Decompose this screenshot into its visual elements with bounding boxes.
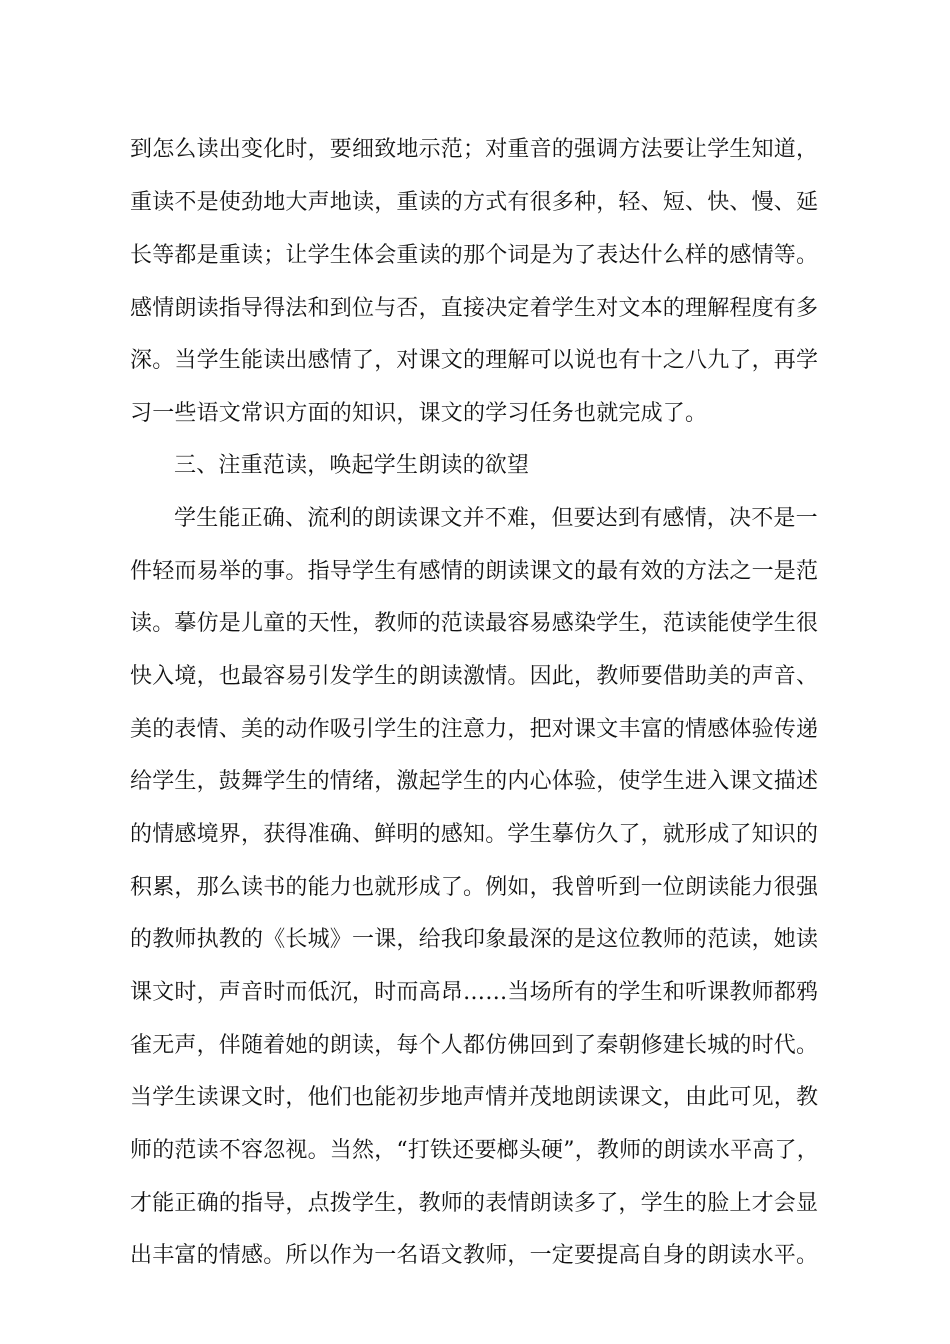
body-text-line: 师的范读不容忽视。当然，“打铁还要榔头硬”，教师的朗读水平高了， — [130, 1138, 819, 1163]
paragraph-first-line: 学生能正确、流利的朗读课文并不难，但要达到有感情，决不是一 — [174, 506, 818, 531]
body-text-line: 才能正确的指导，点拨学生，教师的表情朗读多了，学生的脸上才会显 — [130, 1191, 819, 1216]
body-text-line: 习一些语文常识方面的知识，课文的学习任务也就完成了。 — [130, 401, 708, 426]
body-text-line: 课文时，声音时而低沉，时而高昂……当场所有的学生和听课教师都鸦 — [130, 980, 819, 1005]
body-text-line: 到怎么读出变化时，要细致地示范；对重音的强调方法要让学生知道， — [130, 137, 819, 162]
body-text-line: 深。当学生能读出感情了，对课文的理解可以说也有十之八九了，再学 — [130, 348, 819, 373]
body-text-line: 当学生读课文时，他们也能初步地声情并茂地朗读课文，由此可见，教 — [130, 1085, 819, 1110]
body-text-line: 的情感境界，获得准确、鲜明的感知。学生摹仿久了，就形成了知识的 — [130, 822, 819, 847]
body-text-line: 件轻而易举的事。指导学生有感情的朗读课文的最有效的方法之一是范 — [130, 559, 819, 584]
body-text-line: 快入境，也最容易引发学生的朗读激情。因此，教师要借助美的声音、 — [130, 664, 819, 689]
body-text-line: 出丰富的情感。所以作为一名语文教师，一定要提高自身的朗读水平。 — [130, 1243, 819, 1268]
body-text-line: 长等都是重读；让学生体会重读的那个词是为了表达什么样的感情等。 — [130, 243, 819, 268]
body-text-line: 读。摹仿是儿童的天性，教师的范读最容易感染学生，范读能使学生很 — [130, 611, 819, 636]
body-text-line: 的教师执教的《长城》一课，给我印象最深的是这位教师的范读，她读 — [130, 927, 819, 952]
body-text-line: 美的表情、美的动作吸引学生的注意力，把对课文丰富的情感体验传递 — [130, 717, 819, 742]
body-text-line: 给学生，鼓舞学生的情绪，激起学生的内心体验，使学生进入课文描述 — [130, 769, 819, 794]
body-text-line: 重读不是使劲地大声地读，重读的方式有很多种，轻、短、快、慢、延 — [130, 190, 819, 215]
body-text-line: 感情朗读指导得法和到位与否，直接决定着学生对文本的理解程度有多 — [130, 296, 819, 321]
body-text-line: 积累，那么读书的能力也就形成了。例如，我曾听到一位朗读能力很强 — [130, 875, 819, 900]
section-heading: 三、注重范读，唤起学生朗读的欲望 — [174, 453, 530, 478]
body-text-line: 雀无声，伴随着她的朗读，每个人都仿佛回到了秦朝修建长城的时代。 — [130, 1033, 819, 1058]
